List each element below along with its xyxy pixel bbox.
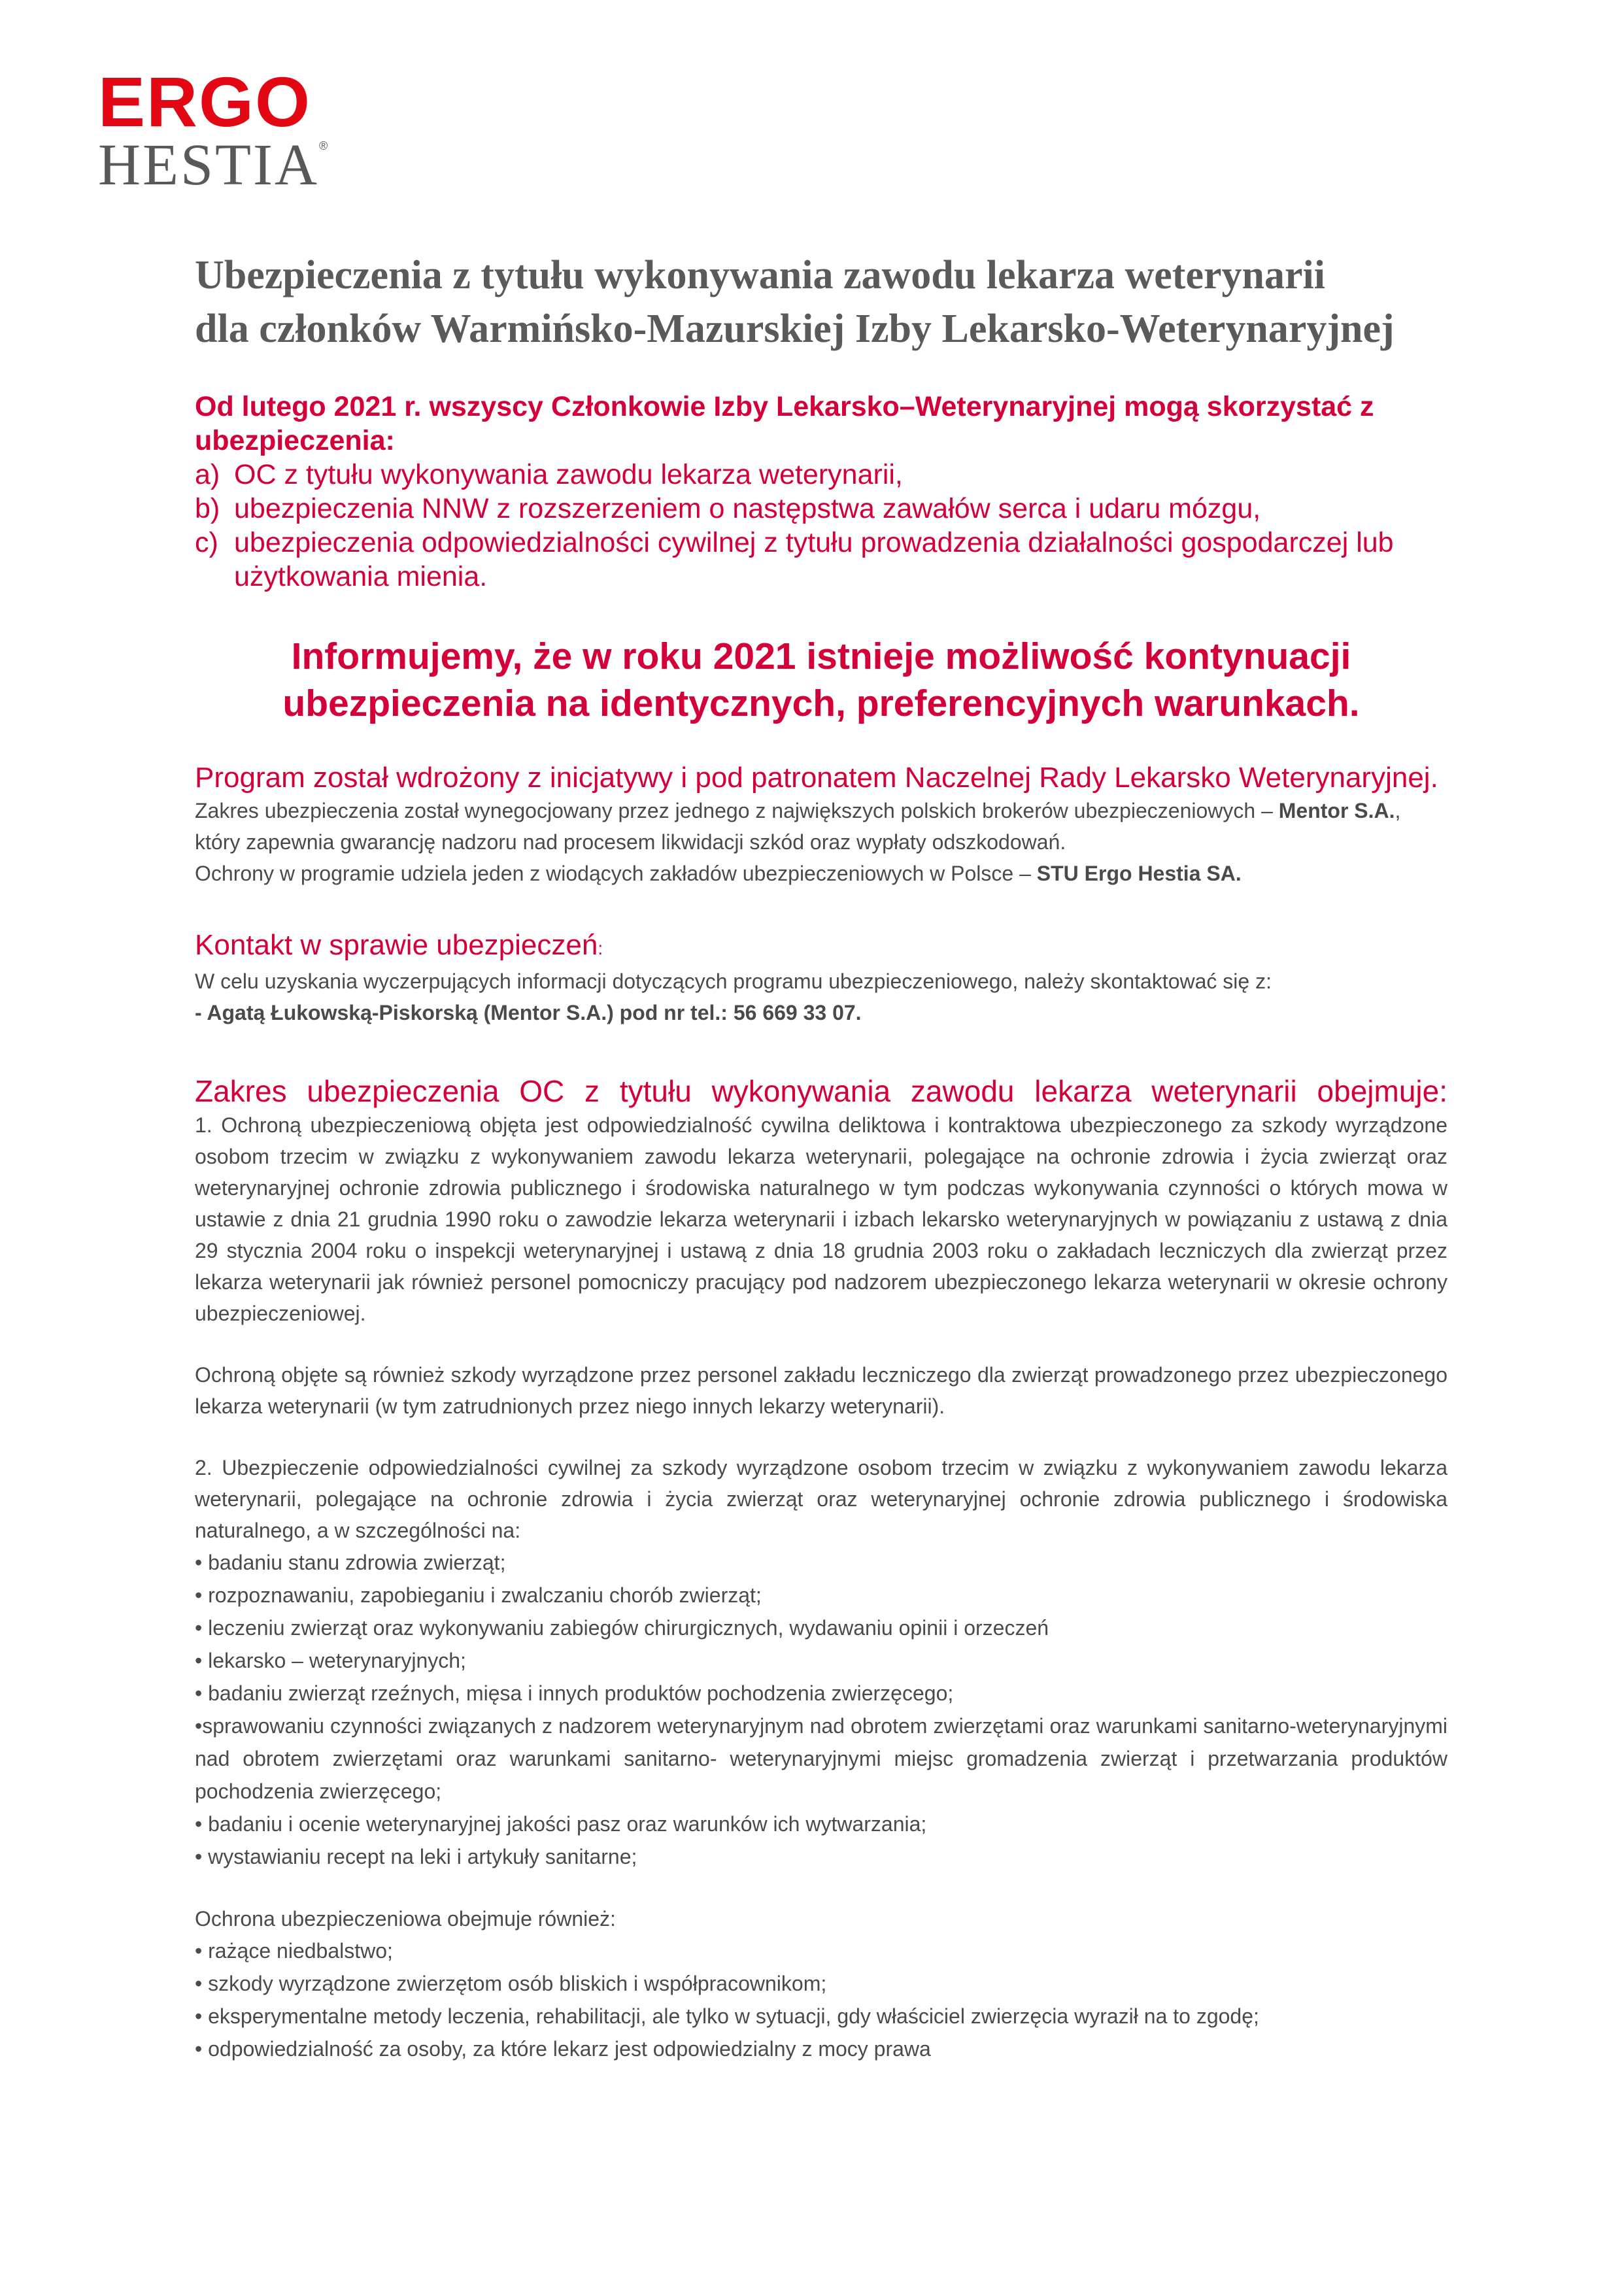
logo-ergo-text: ERGO: [98, 62, 312, 141]
contact-person: - Agatą Łukowską-Piskorską (Mentor S.A.) pod nr tel.: 56 669 33 07.: [195, 1001, 862, 1024]
list-item: • badaniu zwierząt rzeźnych, mięsa i innych produktów pochodzenia zwierzęcego;: [195, 1681, 954, 1705]
list-item: • szkody wyrządzone zwierzętom osób bliskich i współpracownikom;: [195, 1972, 827, 1995]
list-item: • badaniu i ocenie weterynaryjnej jakości pasz oraz warunków ich wytwarzania;: [195, 1812, 927, 1836]
intro-item-c: [195, 526, 1447, 594]
document-title: [195, 248, 1447, 356]
program-p1-text-end: , który zapewnia gwarancję nadzoru nad procesem likwidacji szkód oraz wypłaty odszkodowań.: [195, 799, 1401, 854]
announcement-line-1: Informujemy, że w roku 2021 istnieje możliwość kontynuacji: [291, 635, 1351, 677]
list-item: • leczeniu zwierząt oraz wykonywaniu zabiegów chirurgicznych, wydawaniu opinii i orzeczeń: [195, 1616, 1049, 1640]
intro-item-text: OC z tytułu wykonywania zawodu lekarza weterynarii,: [234, 459, 903, 490]
program-heading: Program został wdrożony z inicjatywy i pod patronatem Naczelnej Rady Lekarsko Weterynaryjnej.: [195, 762, 1438, 794]
coverage-extra-list: [195, 1934, 1447, 2065]
ergo-hestia-logo: [98, 62, 330, 197]
list-item: • odpowiedzialność za osoby, za które lekarz jest odpowiedzialny z mocy prawa: [195, 2037, 931, 2061]
program-p1-broker: Mentor S.A.: [1278, 799, 1395, 822]
coverage-heading: Zakres ubezpieczenia OC z tytułu wykonywania zawodu lekarza weterynarii obejmuje:: [195, 1074, 1447, 1108]
logo-hestia-text: [98, 133, 330, 197]
program-paragraph-1: [195, 795, 1447, 858]
list-item: • lekarsko – weterynaryjnych;: [195, 1649, 466, 1672]
contact-heading: [195, 928, 1447, 966]
intro-list: [195, 458, 1447, 594]
contact-heading-text: Kontakt w sprawie ubezpieczeń: [195, 929, 598, 961]
title-line-2: dla członków Warmińsko-Mazurskiej Izby Lekarsko-Weterynaryjnej: [195, 307, 1395, 351]
list-item: • wystawianiu recept na leki i artykuły sanitarne;: [195, 1845, 637, 1868]
intro-lead: Od lutego 2021 r. wszyscy Członkowie Izby Lekarsko–Weterynaryjnej mogą skorzystać z ubezpieczenia:: [195, 391, 1374, 456]
list-item: • rażące niedbalstwo;: [195, 1939, 393, 1963]
program-p2-insurer: STU Ergo Hestia SA.: [1036, 862, 1242, 885]
list-item: •sprawowaniu czynności związanych z nadzorem weterynaryjnym nad obrotem zwierzętami oraz warunkami sanitarno-weterynaryjnymi nad obrotem zwierzętami oraz warunkami sanitarno- weterynaryjnymi miejsc gromadzenia zwierząt i przetwarzania produktów pochodzenia zwierzęcego;: [195, 1714, 1447, 1803]
announcement: [195, 633, 1447, 727]
logo-registered-mark: ®: [318, 139, 330, 152]
intro-item-marker: a): [195, 459, 220, 490]
coverage-paragraph-3: 2. Ubezpieczenie odpowiedzialności cywilnej za szkody wyrządzone osobom trzecim w związku z wykonywaniem zawodu lekarza weterynarii, polegające na ochronie zdrowia i życia zwierząt oraz weterynaryjnej ochronie zdrowia publicznego i środowiska naturalnego, a w szczególności na:: [195, 1456, 1447, 1542]
document-body: [195, 248, 1447, 2065]
program-p1-text: Zakres ubezpieczenia został wynegocjowany przez jednego z największych polskich brokerów ubezpieczeniowych –: [195, 799, 1279, 822]
intro-item-a: [195, 458, 1447, 492]
list-item: • rozpoznawaniu, zapobieganiu i zwalczaniu chorób zwierząt;: [195, 1583, 762, 1607]
intro-item-marker: b): [195, 493, 220, 524]
list-item: • badaniu stanu zdrowia zwierząt;: [195, 1551, 506, 1574]
title-line-1: Ubezpieczenia z tytułu wykonywania zawodu lekarza weterynarii: [195, 253, 1325, 297]
program-p2-text: Ochrony w programie udziela jeden z wiodących zakładów ubezpieczeniowych w Polsce –: [195, 862, 1037, 885]
coverage-paragraph-2: Ochroną objęte są również szkody wyrządzone przez personel zakładu leczniczego dla zwierząt prowadzonego przez ubezpieczonego lekarza weterynarii (w tym zatrudnionych przez niego innych lekarzy weterynarii).: [195, 1363, 1447, 1418]
intro-item-marker: c): [195, 527, 218, 558]
list-item: • eksperymentalne metody leczenia, rehabilitacji, ale tylko w sytuacji, gdy właściciel zwierzęcia wyraził na to zgodę;: [195, 2004, 1259, 2028]
program-paragraph-2: [195, 858, 1447, 889]
coverage-paragraph-4: Ochrona ubezpieczeniowa obejmuje również:: [195, 1907, 616, 1931]
intro-item-text: ubezpieczenia odpowiedzialności cywilnej z tytułu prowadzenia działalności gospodarczej lub użytkowania mienia.: [234, 527, 1394, 592]
announcement-line-2: ubezpieczenia na identycznych, preferencyjnych warunkach.: [282, 683, 1360, 724]
contact-heading-colon: :: [598, 938, 603, 958]
intro-item-b: [195, 492, 1447, 526]
logo-hestia-word: HESTIA: [98, 133, 319, 197]
coverage-paragraph-1: 1. Ochroną ubezpieczeniową objęta jest odpowiedzialność cywilna deliktowa i kontraktowa ubezpieczonego za szkody wyrządzone osobom trzecim w związku z wykonywaniem zawodu lekarza weterynarii, polegające na ochronie zdrowia i życia zwierząt oraz weterynaryjnej ochronie zdrowia publicznego i środowiska naturalnego w tym podczas wykonywania czynności o których mowa w ustawie z dnia 21 grudnia 1990 roku o zawodzie lekarza weterynarii i izbach lekarsko weterynaryjnych w powiązaniu z ustawą z dnia 29 stycznia 2004 roku o inspekcji weterynaryjnej i ustawą z dnia 18 grudnia 2003 roku o zakładach leczniczych dla zwierząt przez lekarza weterynarii jak również personel pomocniczy pracujący pod nadzorem ubezpieczonego lekarza weterynarii w okresie ochrony ubezpieczeniowej.: [195, 1113, 1447, 1325]
contact-text: W celu uzyskania wyczerpujących informacji dotyczących programu ubezpieczeniowego, należy skontaktować się z:: [195, 970, 1272, 993]
intro-item-text: ubezpieczenia NNW z rozszerzeniem o następstwa zawałów serca i udaru mózgu,: [234, 493, 1261, 524]
coverage-activities-list: [195, 1546, 1447, 1873]
